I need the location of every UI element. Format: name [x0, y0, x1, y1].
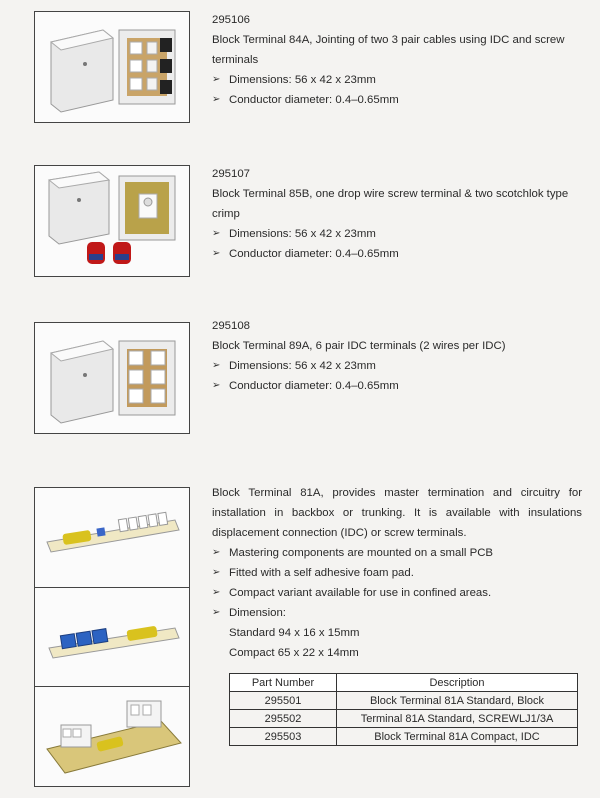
product-info-295106	[212, 10, 582, 110]
terminal-81a-dim-compact: Compact 65 x 22 x 14mm	[229, 647, 359, 659]
product-title: Block Terminal 85B, one drop wire screw terminal & two scotchlok type crimp	[212, 188, 569, 220]
product-dimensions: ➢ Dimensions: 56 x 42 x 23mm	[212, 70, 582, 90]
product-info-295108	[212, 316, 582, 396]
product-info-295107	[212, 164, 582, 264]
terminal-81a-bullet-compact: ➢ Compact variant available for use in confined areas.	[212, 583, 582, 603]
terminal-81a-info	[212, 483, 582, 663]
product-image-295106	[34, 11, 190, 123]
terminal-81a-image-screw	[34, 587, 190, 687]
table-row	[230, 692, 578, 710]
terminal-81a-image-standard-block	[34, 487, 190, 588]
terminal-block-85b-photo	[35, 166, 189, 276]
table-cell-description: Terminal 81A Standard, SCREWLJ1/3A	[337, 710, 578, 728]
table-row	[230, 710, 578, 728]
table-cell-description: Block Terminal 81A Standard, Block	[337, 692, 578, 710]
product-conductor-diameter: ➢ Conductor diameter: 0.4–0.65mm	[212, 376, 582, 396]
pcb-compact-photo	[35, 687, 189, 786]
product-title: Block Terminal 89A, 6 pair IDC terminals (2 wires per IDC)	[212, 340, 506, 352]
table-header-row	[230, 674, 578, 692]
product-conductor-diameter: ➢ Conductor diameter: 0.4–0.65mm	[212, 90, 582, 110]
product-conductor-diameter: ➢ Conductor diameter: 0.4–0.65mm	[212, 244, 582, 264]
terminal-81a-bullet-dimension: ➢ Dimension:	[212, 603, 582, 623]
terminal-81a-bullet-foam: ➢ Fitted with a self adhesive foam pad.	[212, 563, 582, 583]
pcb-screw-photo	[35, 588, 189, 686]
table-row	[230, 728, 578, 746]
product-code: 295107	[212, 168, 251, 180]
table-cell-part-number: 295502	[230, 710, 337, 728]
product-code: 295108	[212, 320, 251, 332]
terminal-block-89a-photo	[35, 323, 189, 433]
terminal-81a-bullet-pcb: ➢ Mastering components are mounted on a small PCB	[212, 543, 582, 563]
terminal-81a-dim-standard: Standard 94 x 16 x 15mm	[229, 627, 360, 639]
table-header-part-number: Part Number	[230, 674, 337, 692]
table-cell-description: Block Terminal 81A Compact, IDC	[337, 728, 578, 746]
terminal-81a-intro: Block Terminal 81A, provides master termination and circuitry for installation in backbox or trunking. It is available with insulations displacement connection (IDC) or screw terminals.	[212, 487, 582, 539]
table-header-description: Description	[337, 674, 578, 692]
product-code: 295106	[212, 14, 251, 26]
table-cell-part-number: 295501	[230, 692, 337, 710]
product-image-295108	[34, 322, 190, 434]
product-dimensions: ➢ Dimensions: 56 x 42 x 23mm	[212, 224, 582, 244]
table-cell-part-number: 295503	[230, 728, 337, 746]
terminal-81a-image-compact	[34, 686, 190, 787]
pcb-idc-photo	[35, 488, 189, 587]
product-image-295107	[34, 165, 190, 277]
terminal-block-84a-photo	[35, 12, 189, 122]
product-dimensions: ➢ Dimensions: 56 x 42 x 23mm	[212, 356, 582, 376]
product-title: Block Terminal 84A, Jointing of two 3 pair cables using IDC and screw terminals	[212, 34, 565, 66]
part-number-table	[229, 673, 578, 746]
